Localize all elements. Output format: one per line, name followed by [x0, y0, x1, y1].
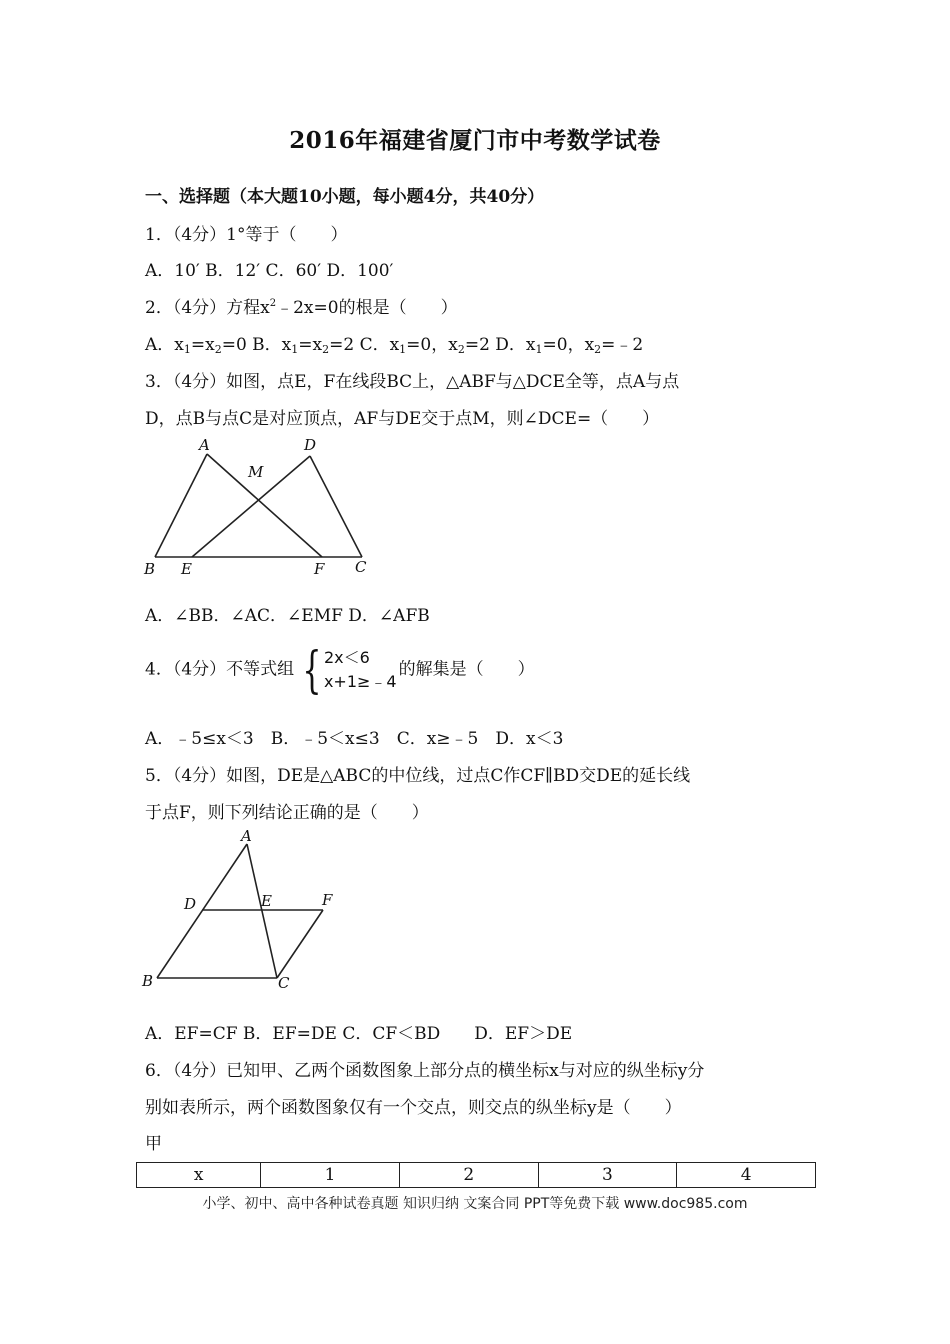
- page-footer: 小学、初中、高中各种试卷真题 知识归纳 文案合同 PPT等免费下载 www.doc985.com: [202, 1196, 748, 1212]
- table-label: 甲: [145, 1134, 162, 1154]
- q2-opt-part: =0，x: [542, 335, 595, 355]
- segment-fc: [277, 910, 323, 978]
- question-1-stem: 1．（4分）1°等于（ ）: [145, 225, 348, 245]
- label-c: C: [278, 974, 290, 992]
- label-f: F: [322, 891, 333, 909]
- q2-opt-sub: 1: [291, 343, 299, 356]
- q2-stem-text-end: ﹣2x=0的根是（ ）: [276, 298, 458, 318]
- table-cell: 1: [261, 1163, 400, 1188]
- q4-stem-text: 4．（4分）不等式组: [145, 659, 295, 680]
- q2-opt-part: =2 D．x: [464, 335, 536, 355]
- question-2-options: [145, 330, 643, 356]
- question-1-options: A．10′ B．12′ C．60′ D．100′: [145, 261, 394, 281]
- table-cell: 3: [538, 1163, 677, 1188]
- q2-opt-sub: 1: [535, 343, 543, 356]
- q4-stem-text-end: 的解集是（ ）: [398, 659, 535, 680]
- segment-ab: [155, 454, 207, 557]
- q2-opt-sub: 2: [214, 343, 222, 356]
- table-cell: 4: [677, 1163, 816, 1188]
- function-table-jia: [136, 1162, 816, 1188]
- question-3-options: A．∠BB．∠AC．∠EMF D．∠AFB: [145, 606, 430, 626]
- q2-opt-part: =2 C．x: [329, 335, 400, 355]
- left-brace-icon: {: [302, 641, 322, 699]
- q2-opt-sub: 1: [183, 343, 191, 356]
- segment-dc: [310, 456, 362, 557]
- segment-ac: [247, 844, 277, 978]
- q2-opt-part: A．x: [145, 335, 184, 355]
- table-cell: x: [137, 1163, 261, 1188]
- question-4-options: A．﹣5≤x＜3 B．﹣5＜x≤3 C．x≥﹣5 D．x＜3: [145, 729, 564, 749]
- inequality-system: [296, 641, 397, 699]
- label-e: E: [181, 560, 192, 578]
- question-2-stem: [145, 293, 458, 318]
- label-m: M: [248, 463, 264, 481]
- question-6-line-1: 6．（4分）已知甲、乙两个函数图象上部分点的横坐标x与对应的纵坐标y分: [145, 1061, 705, 1081]
- label-a: A: [199, 436, 210, 454]
- q2-stem-text: 2．（4分）方程x: [145, 298, 270, 318]
- section-heading: 一、选择题（本大题10小题，每小题4分，共40分）: [145, 187, 545, 207]
- q2-opt-part: =﹣2: [601, 335, 644, 355]
- q2-opt-part: =x: [298, 335, 323, 355]
- segment-ab: [157, 844, 247, 978]
- q2-opt-sub: 1: [399, 343, 407, 356]
- q2-exponent: 2: [269, 298, 277, 309]
- label-c: C: [355, 558, 367, 576]
- label-a: A: [241, 827, 252, 845]
- question-3-line-1: 3．（4分）如图，点E，F在线段BC上，△ABF与△DCE全等，点A与点: [145, 372, 680, 392]
- table-row: [137, 1163, 816, 1188]
- label-d: D: [184, 895, 197, 913]
- q2-opt-part: =0 B．x: [221, 335, 292, 355]
- inequality-2: x+1≥﹣4: [323, 672, 397, 691]
- question-5-line-1: 5．（4分）如图，DE是△ABC的中位线，过点C作CF∥BD交DE的延长线: [145, 766, 691, 786]
- question-4-stem: [145, 641, 535, 699]
- question-5-options: A．EF=CF B．EF=DE C．CF＜BD D．EF＞DE: [145, 1024, 573, 1044]
- segment-af: [207, 454, 322, 557]
- label-e: E: [261, 892, 272, 910]
- inequality-1: 2x＜6: [323, 648, 370, 667]
- table-cell: 2: [399, 1163, 538, 1188]
- question-6-line-2: 别如表所示，两个函数图象仅有一个交点，则交点的纵坐标y是（ ）: [145, 1098, 682, 1118]
- q2-opt-sub: 2: [457, 343, 465, 356]
- question-5-line-2: 于点F，则下列结论正确的是（ ）: [145, 803, 429, 823]
- q2-opt-sub: 2: [322, 343, 330, 356]
- label-f: F: [314, 560, 325, 578]
- label-b: B: [142, 972, 154, 990]
- q2-opt-part: =x: [190, 335, 215, 355]
- question-3-line-2: D，点B与点C是对应顶点，AF与DE交于点M，则∠DCE=（ ）: [145, 409, 660, 429]
- q2-opt-sub: 2: [594, 343, 602, 356]
- page-title: 2016年福建省厦门市中考数学试卷: [289, 127, 661, 154]
- q2-opt-part: =0，x: [406, 335, 458, 355]
- label-b: B: [144, 560, 156, 578]
- triangle-figure-q5: [140, 826, 345, 994]
- triangle-figure-q3: [140, 432, 380, 580]
- label-d: D: [304, 436, 317, 454]
